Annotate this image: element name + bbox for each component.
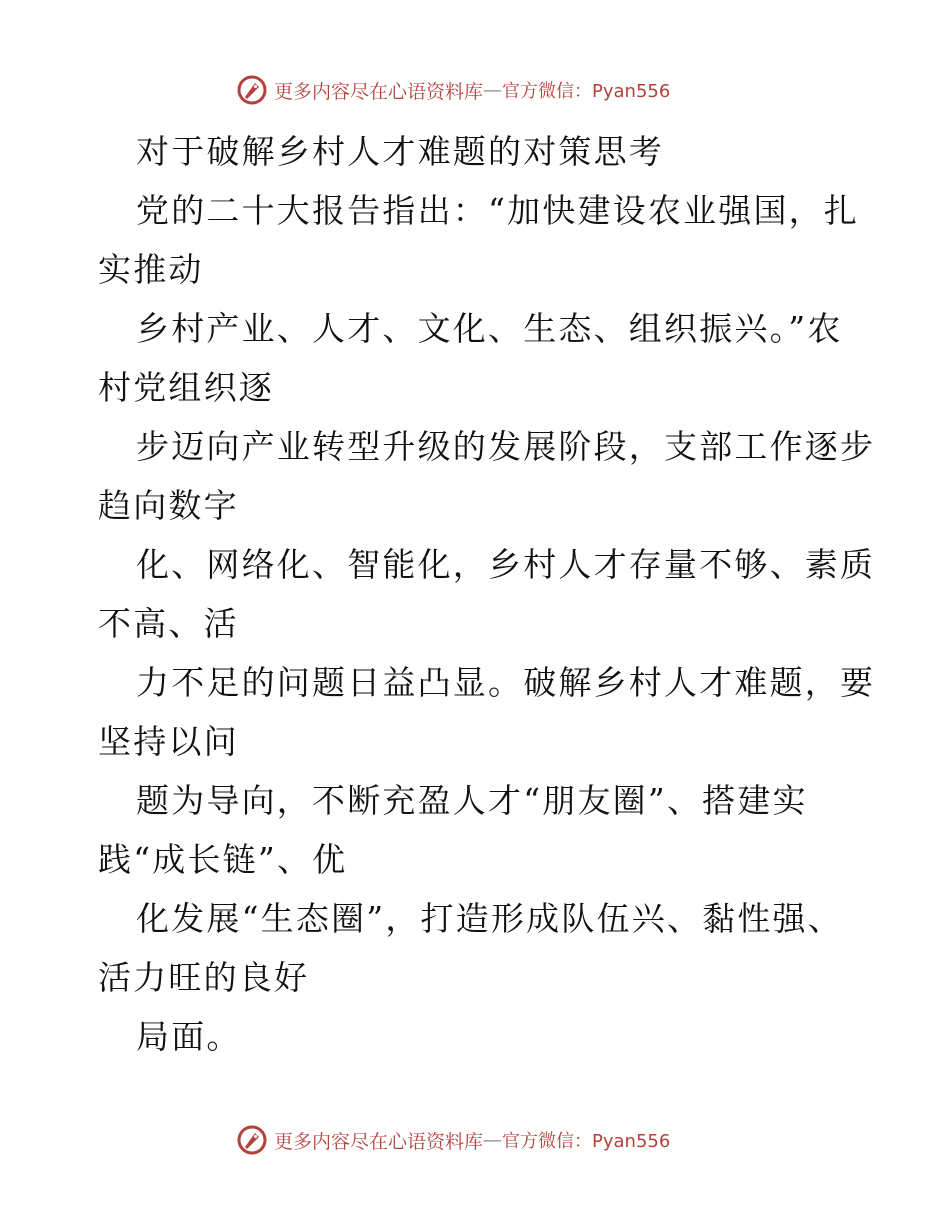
watermark-separator: —: [483, 79, 503, 101]
text-line: 不高、活: [98, 604, 239, 643]
text-line: 村党组织逐: [98, 368, 274, 407]
text-line: 题为导向，不断充盈人才“朋友圈”、搭建实: [136, 781, 808, 820]
text-line: 化发展“生态圈”，打造形成队伍兴、黏性强、: [136, 899, 843, 938]
text-line: 步迈向产业转型升级的发展阶段，支部工作逐步: [136, 427, 876, 466]
text-line: 活力旺的良好: [98, 958, 310, 997]
watermark-main-text: 更多内容尽在心语资料库: [274, 1130, 484, 1153]
text-line: 坚持以问: [98, 722, 239, 761]
watermark-contact-text: 官方微信：Pyan556: [502, 81, 671, 102]
text-line: 趋向数字: [98, 486, 239, 525]
pen-nib-logo-icon: [236, 74, 268, 106]
text-line: 乡村产业、人才、文化、生态、组织振兴。”农: [136, 309, 843, 348]
text-line: 实推动: [98, 250, 204, 289]
text-line: 局面。: [136, 1017, 242, 1056]
watermark-contact-text: 官方微信：Pyan556: [502, 1131, 671, 1152]
text-line: 化、网络化、智能化，乡村人才存量不够、素质: [136, 545, 876, 584]
document-title: 对于破解乡村人才难题的对策思考: [136, 132, 664, 171]
header-watermark: [236, 73, 756, 107]
text-line: 力不足的问题日益凸显。破解乡村人才难题，要: [136, 663, 876, 702]
pen-nib-logo-icon: [236, 1124, 268, 1156]
watermark-separator: —: [483, 1129, 503, 1151]
text-line: 践“成长链”、优: [98, 840, 348, 879]
text-line: 党的二十大报告指出：“加快建设农业强国，扎: [136, 191, 860, 230]
footer-watermark: [236, 1123, 756, 1157]
document-body: [98, 122, 876, 1066]
watermark-main-text: 更多内容尽在心语资料库: [274, 80, 484, 103]
